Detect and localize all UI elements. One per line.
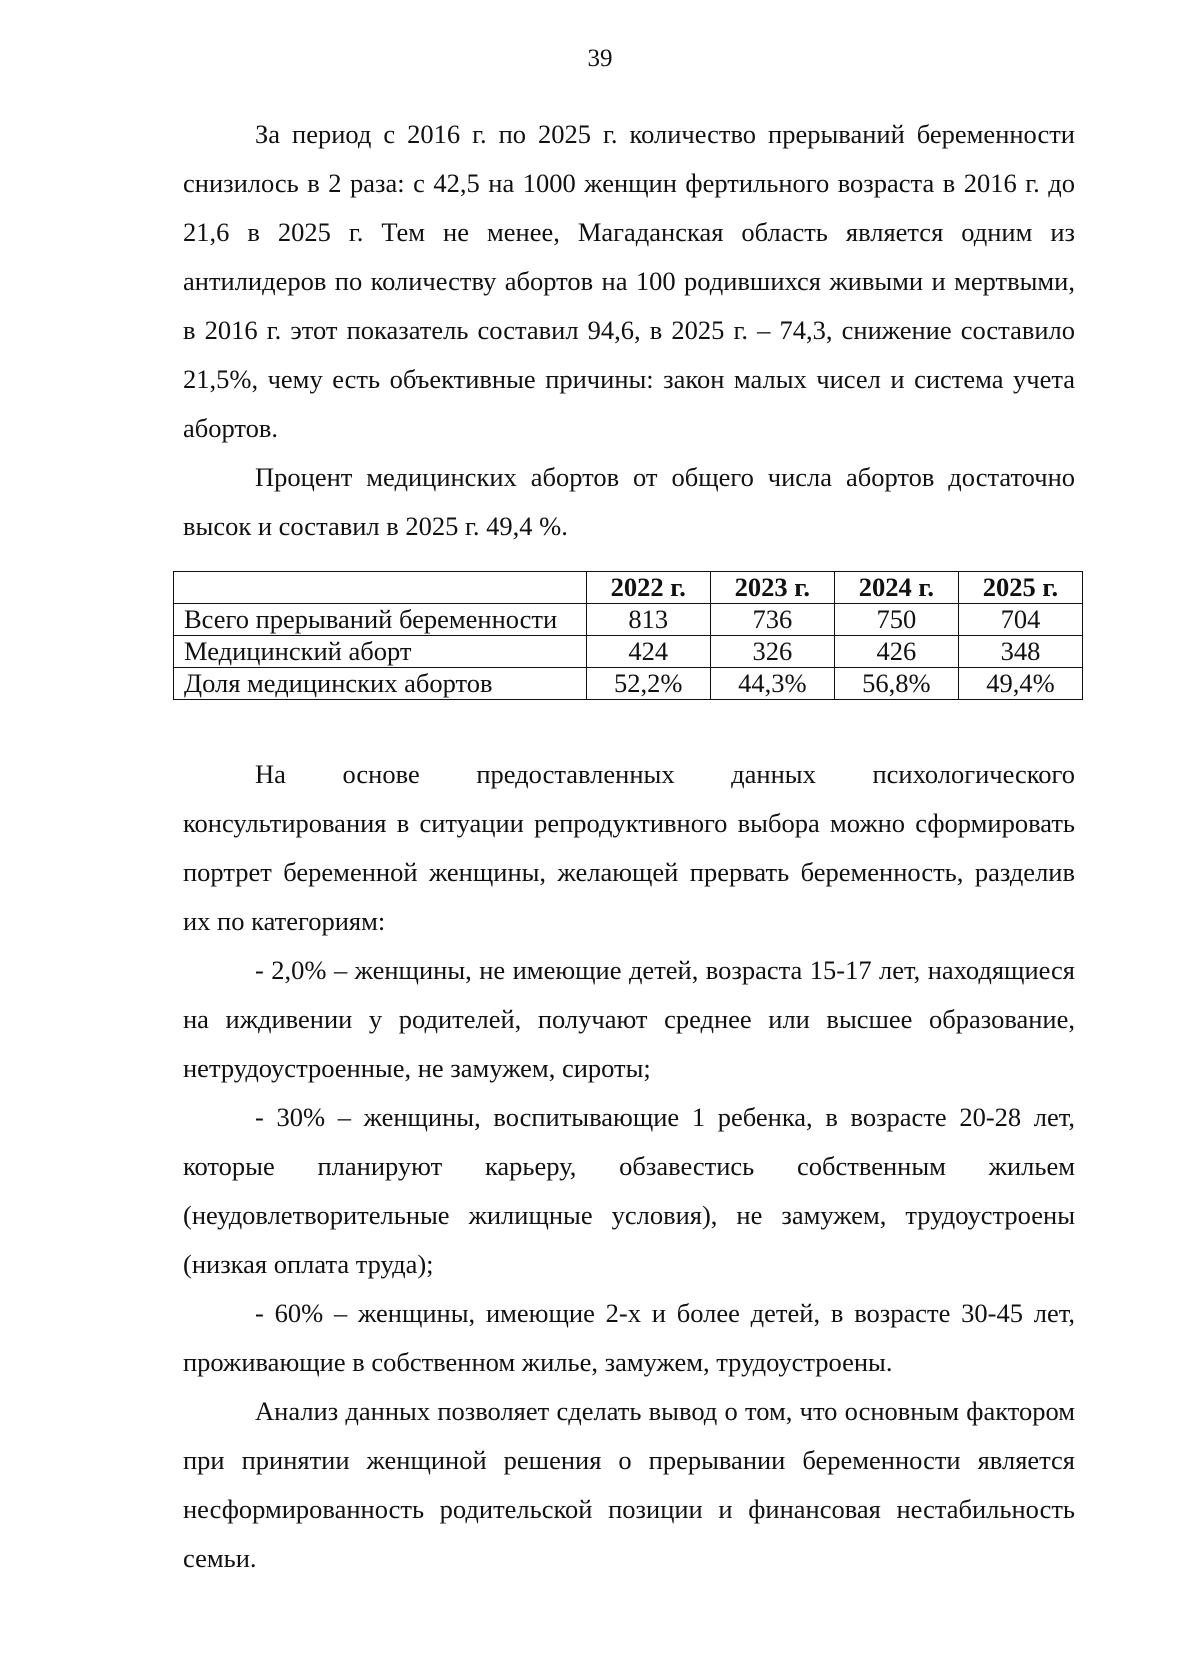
table-header-cell: 2025 г. [958,572,1082,604]
table-header-cell: 2024 г. [834,572,958,604]
table-row-label: Всего прерываний беременности [174,604,587,636]
table-row [174,668,1083,700]
table-cell: 750 [834,604,958,636]
table-cell: 424 [586,636,710,668]
list-item-category-2: - 30% – женщины, воспитывающие 1 ребенка, в возрасте 20-28 лет, которые планируют карьеру, обзавестись собственным жильем (неудовлетворительные жилищные условия), не замужем, трудоустроены (низкая оплата труда); [183,1102,1075,1279]
table-header-cell [174,572,587,604]
page-number: 39 [587,45,613,72]
spacer [183,700,1075,750]
table-cell: 52,2% [586,668,710,700]
paragraph-conclusion: Анализ данных позволяет сделать вывод о том, что основным фактором при принятии женщиной решения о прерывании беременности является несформированность родительской позиции и финансовая нестабильность семьи. [183,1396,1075,1573]
paragraph-counseling-portrait: На основе предоставленных данных психологического консультирования в ситуации репродуктивного выбора можно сформировать портрет беременной женщины, желающей прервать беременность, разделив их по категориям: [183,759,1075,936]
list-item-category-3: - 60% – женщины, имеющие 2-х и более детей, в возрасте 30-45 лет, проживающие в собственном жилье, замужем, трудоустроены. [183,1298,1075,1377]
list-item-category-1: - 2,0% – женщины, не имеющие детей, возраста 15-17 лет, находящиеся на иждивении у родителей, получают среднее или высшее образование, нетрудоустроенные, не замужем, сироты; [183,955,1075,1083]
document-body [183,110,1075,1583]
table-header-cell: 2023 г. [710,572,834,604]
table-header-row [174,572,1083,604]
table-cell: 44,3% [710,668,834,700]
table-cell: 813 [586,604,710,636]
table-cell: 56,8% [834,668,958,700]
table-row [174,636,1083,668]
table-row [174,604,1083,636]
table-cell: 49,4% [958,668,1082,700]
table-row-label: Доля медицинских абортов [174,668,587,700]
table-cell: 426 [834,636,958,668]
table-cell: 326 [710,636,834,668]
table-header-cell: 2022 г. [586,572,710,604]
paragraph-abortion-trend: За период с 2016 г. по 2025 г. количество прерываний беременности снизилось в 2 раза: с 42,5 на 1000 женщин фертильного возраста в 2016 г. до 21,6 в 2025 г. Тем не менее, Магаданская область является одним из антилидеров по количеству абортов на 100 родившихся живыми и мертвыми, в 2016 г. этот показатель составил 94,6, в 2025 г. – 74,3, снижение составило 21,5%, чему есть объективные причины: закон малых чисел и система учета абортов. [183,119,1075,443]
table-cell: 704 [958,604,1082,636]
abortion-statistics-table [173,571,1083,700]
table-row-label: Медицинский аборт [174,636,587,668]
table-cell: 736 [710,604,834,636]
paragraph-medical-abortion-share: Процент медицинских абортов от общего числа абортов достаточно высок и составил в 2025 г. 49,4 %. [183,462,1075,541]
table-cell: 348 [958,636,1082,668]
